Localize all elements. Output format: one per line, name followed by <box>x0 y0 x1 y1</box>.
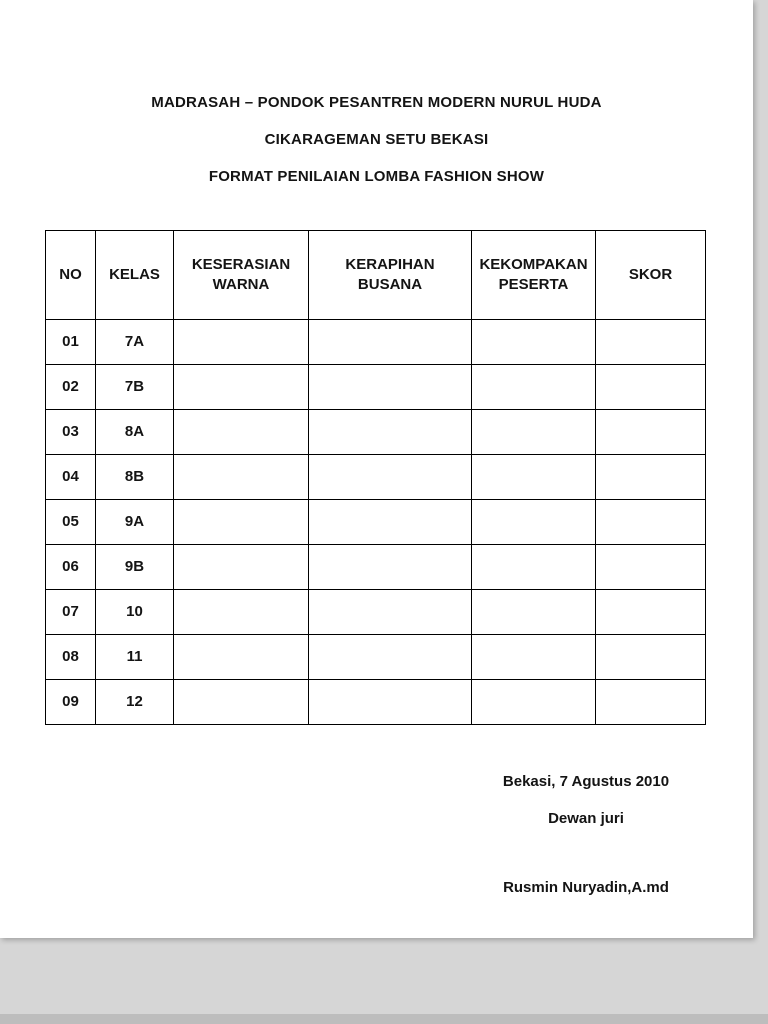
cell-kompak <box>472 680 596 725</box>
cell-warna <box>174 455 309 500</box>
cell-kompak <box>472 545 596 590</box>
cell-busana <box>309 680 472 725</box>
cell-busana <box>309 500 472 545</box>
cell-warna <box>174 545 309 590</box>
cell-kompak <box>472 455 596 500</box>
cell-busana <box>309 320 472 365</box>
cell-warna <box>174 635 309 680</box>
cell-skor <box>596 365 706 410</box>
table-body <box>46 320 706 725</box>
table-row <box>46 410 706 455</box>
table-row <box>46 455 706 500</box>
signature-block <box>481 773 691 896</box>
cell-skor <box>596 635 706 680</box>
header-line-1: MADRASAH – PONDOK PESANTREN MODERN NURUL HUDA <box>151 94 602 111</box>
cell-kompak <box>472 410 596 455</box>
cell-skor <box>596 320 706 365</box>
cell-kompak <box>472 590 596 635</box>
column-header-busana: KERAPIHAN BUSANA <box>309 231 472 320</box>
cell-kompak <box>472 500 596 545</box>
table-row <box>46 545 706 590</box>
cell-kelas: 7A <box>96 320 174 365</box>
cell-kompak <box>472 320 596 365</box>
column-header-no: NO <box>46 231 96 320</box>
page-background-strip <box>0 1014 768 1024</box>
header-line-3: FORMAT PENILAIAN LOMBA FASHION SHOW <box>208 168 545 185</box>
cell-no: 09 <box>46 680 96 725</box>
cell-busana <box>309 365 472 410</box>
cell-busana <box>309 410 472 455</box>
table-row <box>46 590 706 635</box>
cell-warna <box>174 320 309 365</box>
table-row <box>46 320 706 365</box>
cell-kelas: 8A <box>96 410 174 455</box>
cell-kelas: 7B <box>96 365 174 410</box>
cell-warna <box>174 680 309 725</box>
cell-busana <box>309 455 472 500</box>
cell-skor <box>596 410 706 455</box>
table-header-row <box>46 231 706 320</box>
signature-name: Rusmin Nuryadin,A.md <box>503 879 669 896</box>
cell-warna <box>174 590 309 635</box>
cell-kompak <box>472 635 596 680</box>
cell-no: 03 <box>46 410 96 455</box>
cell-no: 07 <box>46 590 96 635</box>
cell-skor <box>596 590 706 635</box>
cell-skor <box>596 680 706 725</box>
cell-warna <box>174 365 309 410</box>
cell-no: 06 <box>46 545 96 590</box>
cell-no: 08 <box>46 635 96 680</box>
cell-no: 04 <box>46 455 96 500</box>
assessment-table <box>45 230 706 725</box>
column-header-skor: SKOR <box>596 231 706 320</box>
cell-skor <box>596 455 706 500</box>
table-row <box>46 365 706 410</box>
cell-kelas: 10 <box>96 590 174 635</box>
header-line-2: CIKARAGEMAN SETU BEKASI <box>264 131 489 148</box>
signature-role: Dewan juri <box>548 810 624 827</box>
cell-kelas: 9A <box>96 500 174 545</box>
cell-kelas: 9B <box>96 545 174 590</box>
cell-kompak <box>472 365 596 410</box>
cell-busana <box>309 590 472 635</box>
cell-no: 02 <box>46 365 96 410</box>
cell-skor <box>596 545 706 590</box>
cell-no: 01 <box>46 320 96 365</box>
cell-busana <box>309 635 472 680</box>
column-header-kelas: KELAS <box>96 231 174 320</box>
cell-warna <box>174 500 309 545</box>
document-header <box>0 0 753 186</box>
cell-skor <box>596 500 706 545</box>
cell-kelas: 11 <box>96 635 174 680</box>
cell-warna <box>174 410 309 455</box>
cell-kelas: 8B <box>96 455 174 500</box>
cell-no: 05 <box>46 500 96 545</box>
column-header-warna: KESERASIAN WARNA <box>174 231 309 320</box>
cell-busana <box>309 545 472 590</box>
table-row <box>46 635 706 680</box>
table-row <box>46 500 706 545</box>
table-row <box>46 680 706 725</box>
column-header-kompak: KEKOMPAKAN PESERTA <box>472 231 596 320</box>
signature-place-date: Bekasi, 7 Agustus 2010 <box>502 773 670 790</box>
cell-kelas: 12 <box>96 680 174 725</box>
